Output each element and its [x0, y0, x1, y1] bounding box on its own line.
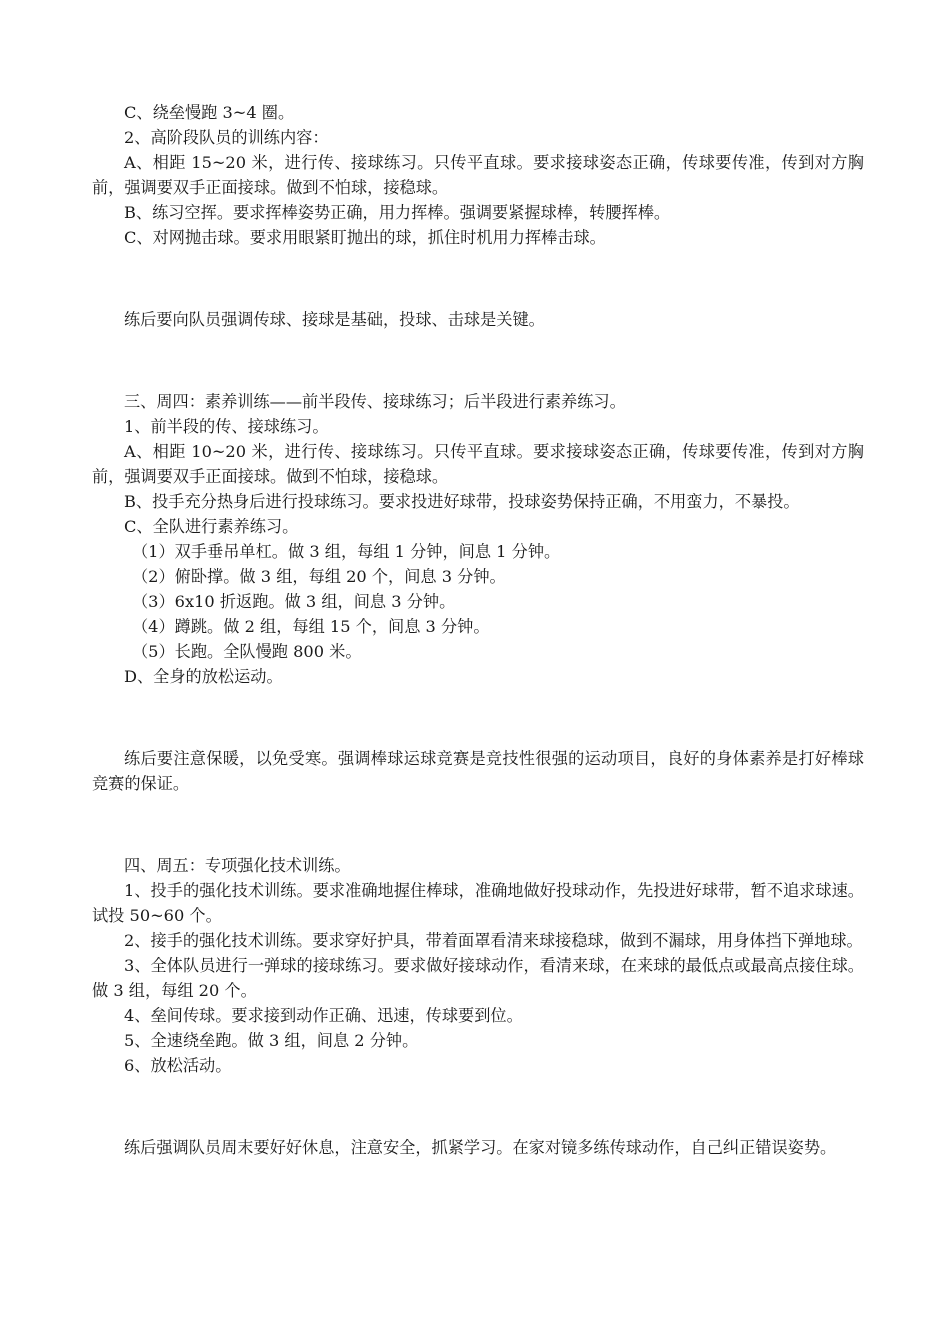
- paragraph: 1、前半段的传、接球练习。: [124, 417, 329, 436]
- list-item: （1）双手垂吊单杠。做 3 组，每组 1 分钟，间息 1 分钟。: [132, 542, 561, 561]
- paragraph: 练后要向队员强调传球、接球是基础，投球、击球是关键。: [124, 310, 545, 329]
- paragraph-spacer: [92, 812, 864, 837]
- paragraph-spacer: [92, 266, 864, 291]
- list-item: （3）6x10 折返跑。做 3 组，间息 3 分钟。: [132, 592, 456, 611]
- paragraph: 6、放松活动。: [124, 1056, 232, 1075]
- paragraph: A、相距 15~20 米，进行传、接球练习。只传平直球。要求接球姿态正确，传球要传准，传到对方胸前，强调要双手正面接球。做到不怕球，接稳球。: [92, 153, 864, 197]
- paragraph: A、相距 10~20 米，进行传、接球练习。只传平直球。要求接球姿态正确，传球要传准，传到对方胸前，强调要双手正面接球。做到不怕球，接稳球。: [92, 442, 864, 486]
- paragraph: C、对网抛击球。要求用眼紧盯抛出的球，抓住时机用力挥棒击球。: [124, 228, 606, 247]
- paragraph: 4、垒间传球。要求接到动作正确、迅速，传球要到位。: [124, 1006, 523, 1025]
- paragraph-spacer: [92, 705, 864, 730]
- paragraph: 3、全体队员进行一弹球的接球练习。要求做好接球动作，看清来球，在来球的最低点或最高点接住球。做 3 组，每组 20 个。: [92, 956, 864, 1000]
- list-item: （5）长跑。全队慢跑 800 米。: [132, 642, 362, 661]
- paragraph-spacer: [92, 348, 864, 373]
- paragraph: 1、投手的强化技术训练。要求准确地握住棒球，准确地做好投球动作，先投进好球带，暂不追求球速。试投 50~60 个。: [92, 881, 864, 925]
- paragraph: C、绕垒慢跑 3~4 圈。: [124, 103, 295, 122]
- paragraph: 练后强调队员周末要好好休息，注意安全，抓紧学习。在家对镜多练传球动作，自己纠正错误姿势。: [124, 1138, 837, 1157]
- paragraph: C、全队进行素养练习。: [124, 517, 299, 536]
- paragraph: 5、全速绕垒跑。做 3 组，间息 2 分钟。: [124, 1031, 419, 1050]
- paragraph-spacer: [92, 1094, 864, 1119]
- paragraph: 2、高阶段队员的训练内容：: [124, 128, 329, 147]
- paragraph: B、投手充分热身后进行投球练习。要求投进好球带，投球姿势保持正确，不用蛮力，不暴投。: [124, 492, 800, 511]
- paragraph: 三、周四：素养训练——前半段传、接球练习；后半段进行素养练习。: [124, 392, 626, 411]
- paragraph: B、练习空挥。要求挥棒姿势正确，用力挥棒。强调要紧握球棒，转腰挥棒。: [124, 203, 671, 222]
- list-item: （2）俯卧撑。做 3 组，每组 20 个，间息 3 分钟。: [132, 567, 506, 586]
- paragraph: 四、周五：专项强化技术训练。: [124, 856, 351, 875]
- paragraph: 练后要注意保暖，以免受寒。强调棒球运球竞赛是竞技性很强的运动项目，良好的身体素养是打好棒球竞赛的保证。: [92, 749, 864, 793]
- paragraph: D、全身的放松运动。: [124, 667, 283, 686]
- list-item: （4）蹲跳。做 2 组，每组 15 个，间息 3 分钟。: [132, 617, 490, 636]
- document-body: [92, 100, 864, 1160]
- paragraph: 2、接手的强化技术训练。要求穿好护具，带着面罩看清来球接稳球，做到不漏球，用身体挡下弹地球。: [124, 931, 863, 950]
